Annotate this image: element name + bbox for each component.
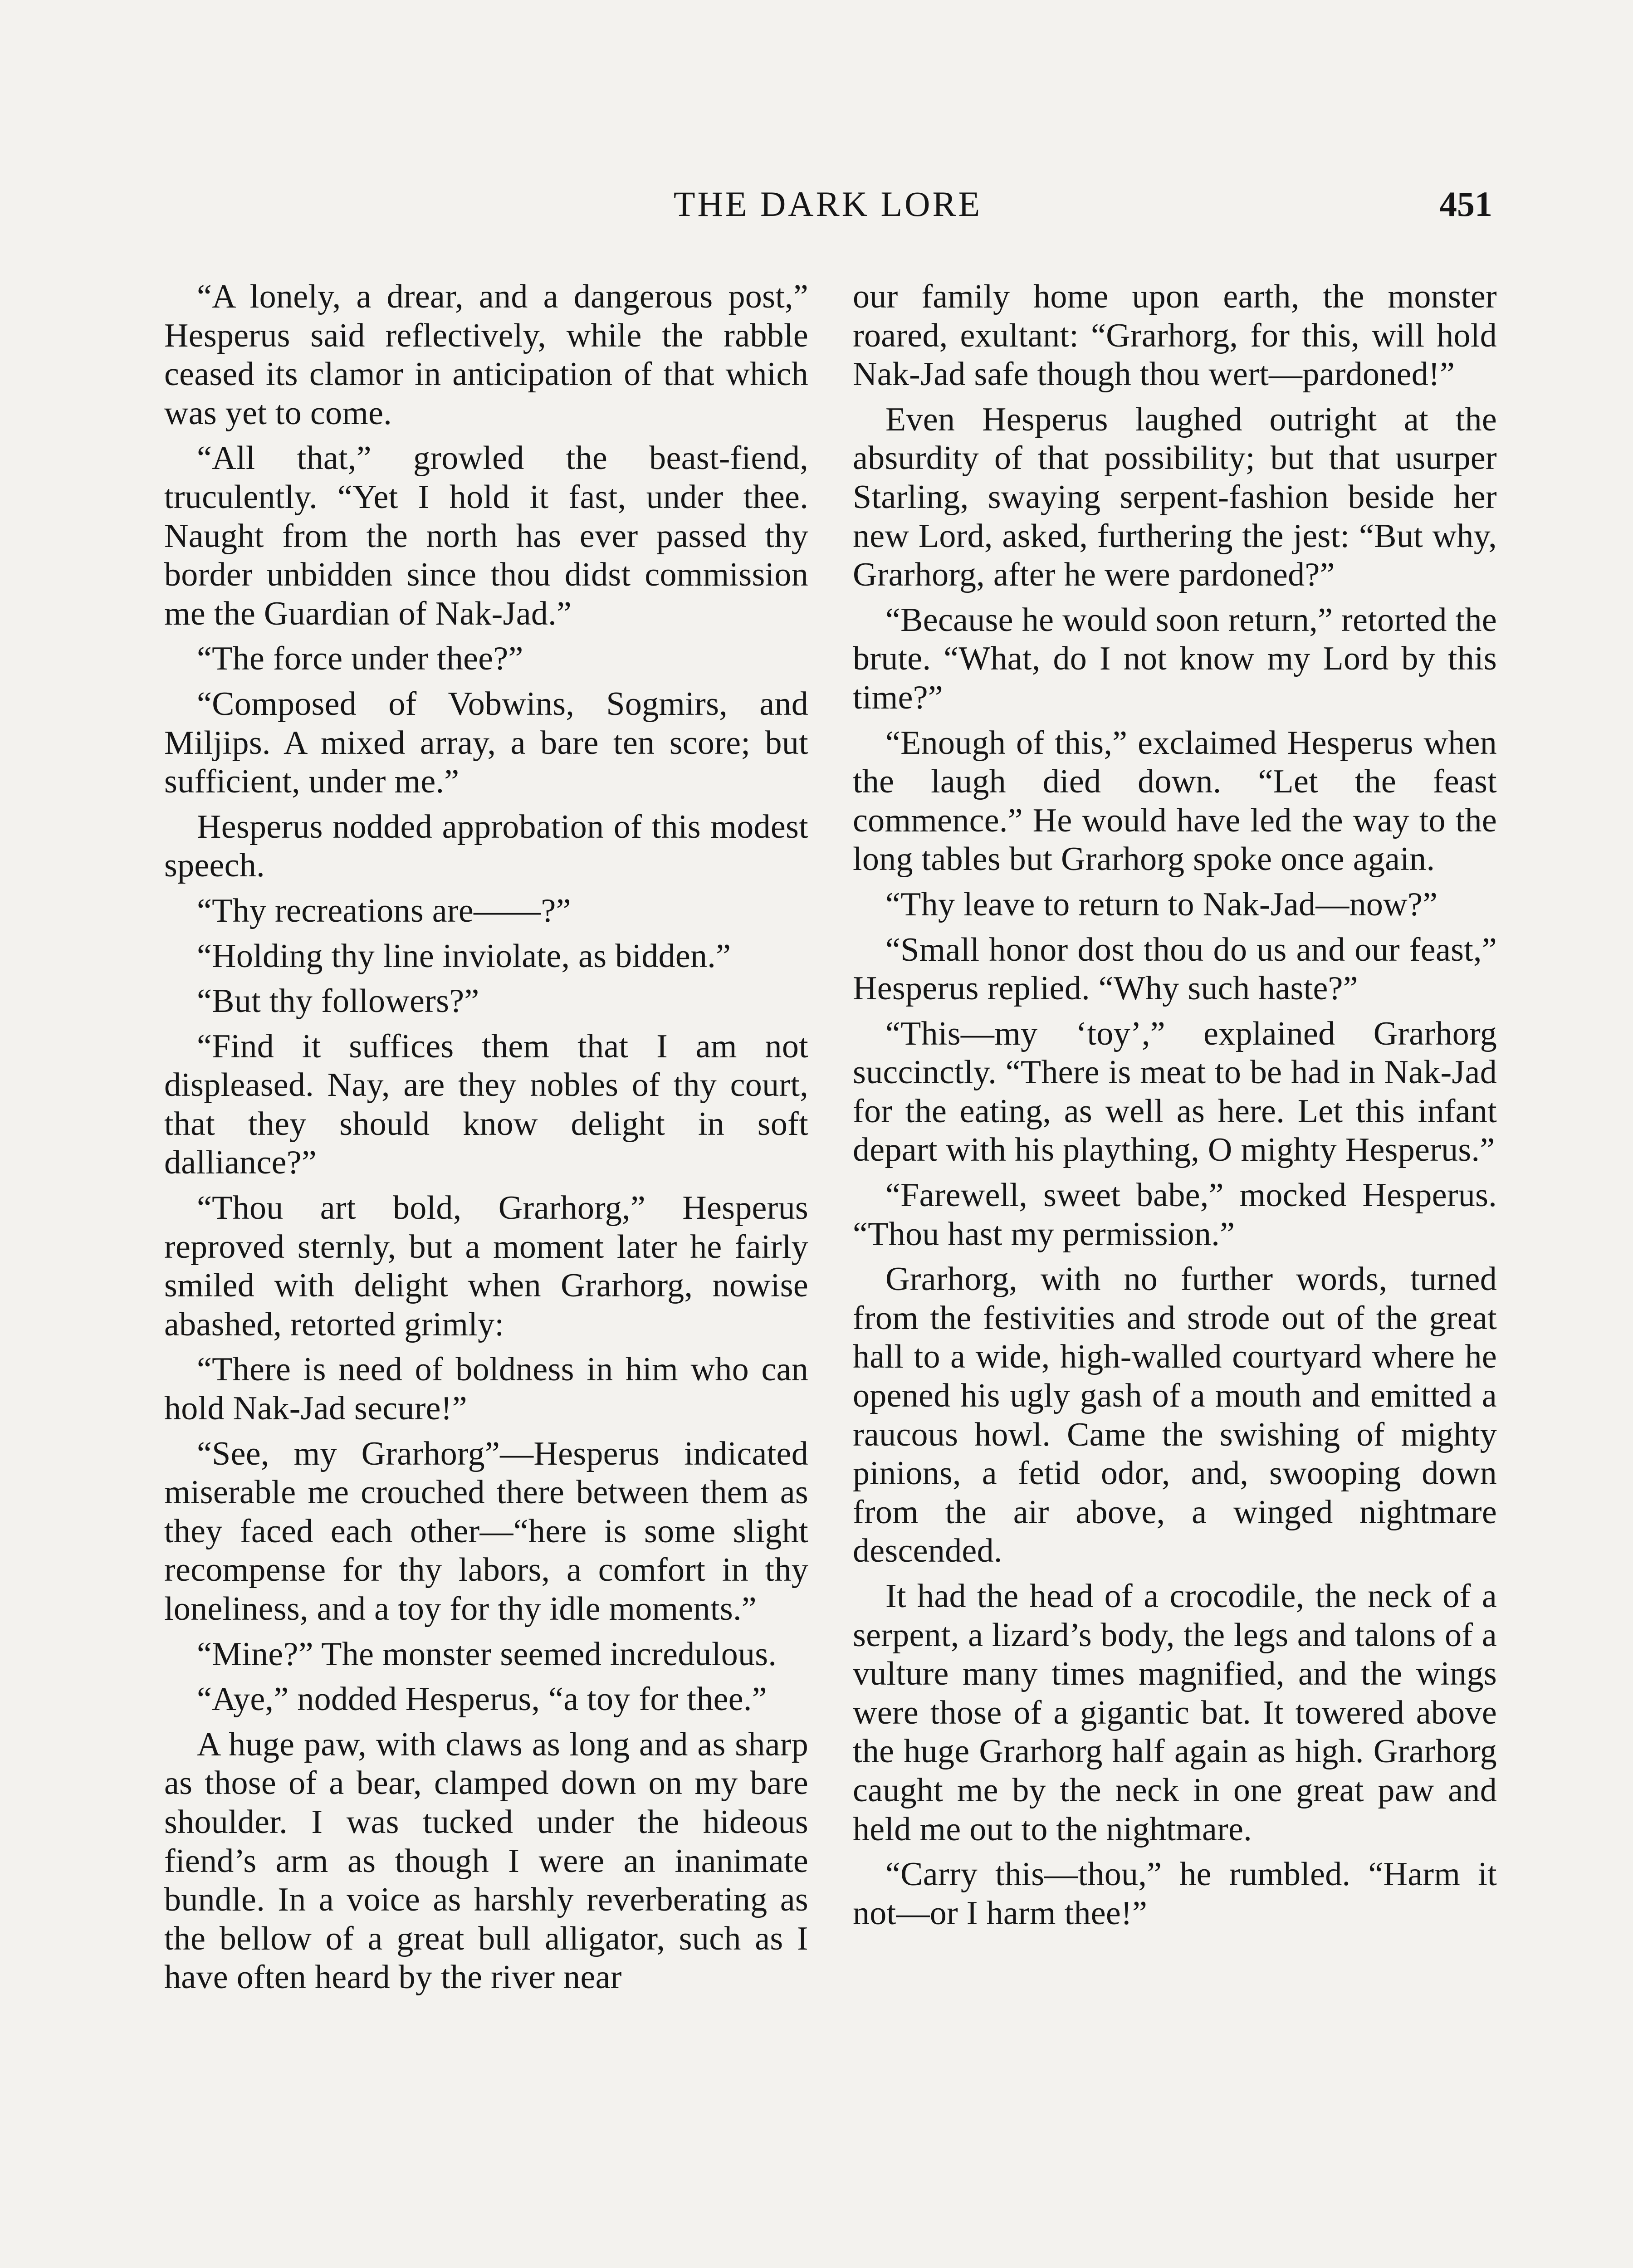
paragraph: “Composed of Vobwins, Sogmirs, and Miljips. A mixed array, a bare ten score; but sufficient, under me.” — [164, 685, 808, 801]
paragraph: It had the head of a crocodile, the neck of a serpent, a lizard’s body, the legs and talons of a vulture many times magnified, and the wings were those of a gigantic bat. It towered above the huge Grarhorg half again as high. Grarhorg caught me by the neck in one great paw and held me out to the nightmare. — [853, 1578, 1497, 1848]
paragraph: “But thy followers?” — [197, 982, 479, 1020]
paragraph: “Mine?” The monster seemed incredulous. — [197, 1635, 777, 1673]
paragraph-continued: our family home upon earth, the monster roared, exultant: “Grarhorg, for this, will hold Nak-Jad safe though thou wert—pardoned!” — [853, 278, 1497, 393]
paragraph: “A lonely, a drear, and a dangerous post,” Hesperus said reflectively, while the rabble ceased its clamor in anticipation of that which was yet to come. — [164, 278, 808, 432]
left-column — [164, 278, 808, 2004]
paragraph: “Small honor dost thou do us and our feast,” Hesperus replied. “Why such haste?” — [853, 931, 1497, 1007]
paragraph: Grarhorg, with no further words, turned from the festivities and strode out of the great hall to a wide, high-walled courtyard where he opened his ugly gash of a mouth and emitted a raucous howl. Came the swishing of mighty pinions, a fetid odor, and, swooping down from the air above, a winged nightmare descended. — [853, 1261, 1497, 1570]
paragraph: “Thy recreations are——?” — [197, 892, 571, 929]
paragraph: “See, my Grarhorg”—Hesperus indicated miserable me crouched there between them as they faced each other—“here is some slight recompense for thy labors, a comfort in thy loneliness, and a toy for thy idle moments.” — [164, 1435, 808, 1628]
paragraph: “There is need of boldness in him who can hold Nak-Jad secure!” — [164, 1351, 808, 1427]
paragraph: “Because he would soon return,” retorted the brute. “What, do I not know my Lord by this time?” — [853, 601, 1497, 716]
paragraph: “Thy leave to return to Nak-Jad—now?” — [885, 885, 1438, 923]
paragraph: “Enough of this,” exclaimed Hesperus when the laugh died down. “Let the feast commence.” He would have led the way to the long tables but Grarhorg spoke once again. — [853, 724, 1497, 878]
paragraph: Even Hesperus laughed outright at the absurdity of that possibility; but that usurper Starling, swaying serpent-fashion beside her new Lord, asked, furthering the jest: “But why, Grarhorg, after he were pardoned?” — [853, 401, 1497, 594]
page-number: 451 — [1439, 184, 1492, 224]
paragraph: “Farewell, sweet babe,” mocked Hesperus. “Thou hast my permission.” — [853, 1177, 1497, 1253]
paragraph: Hesperus nodded approbation of this modest speech. — [164, 808, 808, 885]
page-header — [163, 179, 1492, 229]
paragraph: “Carry this—thou,” he rumbled. “Harm it not—or I harm thee!” — [853, 1856, 1497, 1932]
paragraph: “All that,” growled the beast-fiend, truculently. “Yet I hold it fast, under thee. Naught from the north has ever passed thy border unbidden since thou didst commission me the Guardian of Nak-Jad.” — [164, 440, 808, 632]
paragraph: “Find it suffices them that I am not displeased. Nay, are they nobles of thy court, that they should know delight in soft dalliance?” — [164, 1027, 808, 1182]
paragraph: “The force under thee?” — [197, 640, 523, 678]
right-column — [853, 278, 1497, 1939]
paragraph: “Thou art bold, Grarhorg,” Hesperus reproved sternly, but a moment later he fairly smiled with delight when Grarhorg, nowise abashed, retorted grimly: — [164, 1189, 808, 1343]
paragraph: A huge paw, with claws as long and as sharp as those of a bear, clamped down on my bare shoulder. I was tucked under the hideous fiend’s arm as though I were an inanimate bundle. In a voice as harshly reverberating as the bellow of a great bull alligator, such as I have often heard by the river near — [164, 1725, 808, 1996]
paragraph: “Holding thy line inviolate, as bidden.” — [197, 937, 731, 975]
paragraph: “Aye,” nodded Hesperus, “a toy for thee.” — [197, 1681, 767, 1718]
paragraph: “This—my ‘toy’,” explained Grarhorg succinctly. “There is meat to be had in Nak-Jad for the eating, as well as here. Let this infant depart with his plaything, O mighty Hesperus.” — [853, 1015, 1497, 1169]
running-head: THE DARK LORE — [673, 184, 983, 224]
